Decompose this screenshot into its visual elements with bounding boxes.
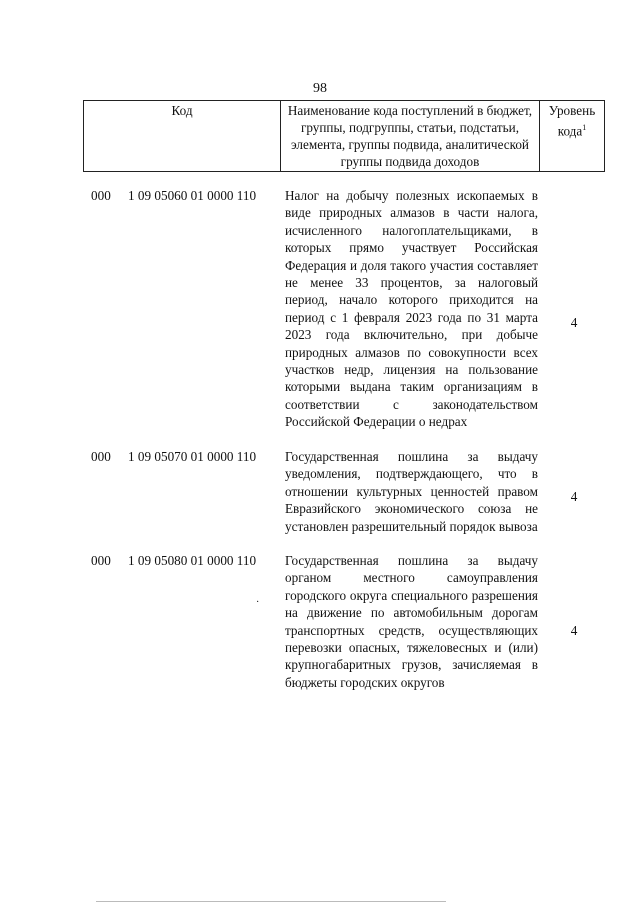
row-level: 4 xyxy=(570,315,578,330)
table-body xyxy=(0,187,640,712)
row-level: 4 xyxy=(570,489,578,504)
row-code: 1 09 05080 01 0000 110 xyxy=(128,553,257,568)
table-row xyxy=(0,448,640,552)
row-name: Налог на добычу полезных ископаемых в виде природных алмазов в части налога, исчисленного налогоплательщиками, в которых прямо участвует Российская Федерация и доля такого участия составляет не менее 33 процентов, за налоговый период, начало которого приходится на период с 1 февраля 2023 года по 31 марта 2023 года включительно, при добыче природных алмазов по совокупности всех участков недр, лицензия на пользование которыми выдана таким организациям в соответствии с законодательством Российской Федерации о недрах xyxy=(285,188,538,430)
page-number: 98 xyxy=(313,81,327,96)
header-code: Код xyxy=(84,101,281,172)
table-row xyxy=(0,552,640,712)
header-level xyxy=(540,101,605,172)
header-name: Наименование кода поступлений в бюджет, группы, подгруппы, статьи, подстатьи, элемента, группы подвида, аналитической группы подвида доходов xyxy=(281,101,540,172)
row-code: 1 09 05060 01 0000 110 xyxy=(128,188,257,203)
row-prefix: 000 xyxy=(91,449,111,464)
table-row xyxy=(0,187,640,448)
scan-artifact-dot: · xyxy=(256,597,260,608)
scan-edge-line xyxy=(96,901,446,902)
row-level: 4 xyxy=(570,623,578,638)
table-header xyxy=(83,100,605,172)
row-name: Государственная пошлина за выдачу уведомления, подтверждающего, что в отношении культурных ценностей правом Евразийского экономического союза не установлен разрешительный порядок вывоза xyxy=(285,449,538,534)
row-prefix: 000 xyxy=(91,188,111,203)
row-prefix: 000 xyxy=(91,553,111,568)
row-name: Государственная пошлина за выдачу органом местного самоуправления городского округа специального разрешения на движение по автомобильным дорогам транспортных средств, осуществляющих перевозки опасных, тяжеловесных и (или) крупногабаритных грузов, зачисляемая в бюджеты городских округов xyxy=(285,553,538,690)
header-level-superscript: 1 xyxy=(582,123,587,132)
row-code: 1 09 05070 01 0000 110 xyxy=(128,449,257,464)
header-level-word: Уровень кода xyxy=(548,103,596,139)
